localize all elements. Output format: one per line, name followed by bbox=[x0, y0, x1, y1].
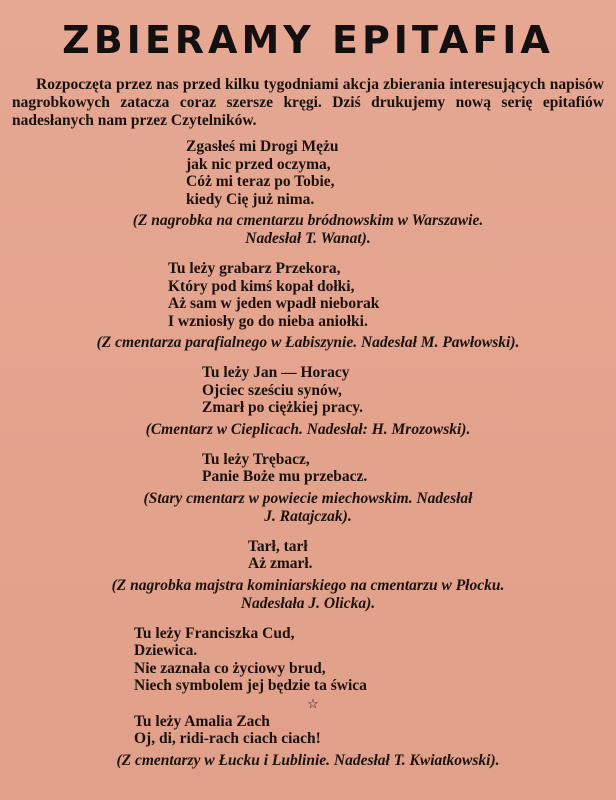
epitaph-line: Aż sam w jeden wpadł nieborak bbox=[168, 295, 380, 312]
epitaph-line: Tarł, tarł bbox=[248, 537, 308, 555]
article-title: ZBIERAMY EPITAFIA bbox=[62, 18, 554, 62]
epitaph-line: I wzniosły go do nieba aniołki. bbox=[168, 312, 368, 330]
epitaph-line: Tu leży Trębacz, bbox=[202, 450, 310, 468]
epitaph-line: Tu leży Franciszka Cud, bbox=[134, 624, 295, 642]
epitaph-line: Cóż mi teraz po Tobie, bbox=[186, 173, 335, 190]
epitaph-line: Nie zaznała co życiowy brud, bbox=[134, 659, 326, 677]
epitaph-source: (Z nagrobka na cmentarzu bródnowskim w Warszawie. bbox=[132, 212, 484, 229]
epitaph-source: Nadesłała J. Olicka). bbox=[240, 594, 376, 612]
epitaph-line: jak nic przed oczyma, bbox=[186, 155, 331, 173]
epitaph-line: kiedy Cię już nima. bbox=[186, 190, 315, 208]
epitaph-line: Tu leży Amalia Zach bbox=[134, 712, 270, 730]
epitaph-source: (Z cmentarzy w Łucku i Lublinie. Nadesłał T. Kwiatkowski). bbox=[116, 751, 500, 769]
epitaph-source: (Z nagrobka majstra kominiarskiego na cmentarzu w Płocku. bbox=[111, 576, 505, 594]
epitaph-entry bbox=[10, 138, 606, 248]
epitaph-source: (Z cmentarza parafialnego w Łabiszynie. Nadesłał M. Pawłowski). bbox=[96, 334, 520, 351]
epitaph-line: Tu leży Jan — Horacy bbox=[202, 364, 350, 381]
epitaph-entry bbox=[10, 625, 606, 770]
epitaph-entry bbox=[10, 364, 606, 439]
epitaph-source: J. Ratajczak). bbox=[264, 507, 352, 525]
epitaph-source: Nadesłał T. Wanat). bbox=[245, 230, 371, 247]
epitaph-line: Oj, di, ridi-rach ciach ciach! bbox=[134, 730, 321, 747]
epitaph-entry bbox=[10, 260, 606, 352]
epitaph-line: Który pod kimś kopał dołki, bbox=[168, 277, 355, 295]
epitaph-line: Ojciec sześciu synów, bbox=[202, 381, 342, 399]
epitaph-entry bbox=[10, 538, 606, 613]
epitaph-entry bbox=[10, 451, 606, 526]
epitaph-line: Aż zmarł. bbox=[248, 555, 313, 572]
epitaph-line: Dziewica. bbox=[134, 642, 198, 659]
epitaph-source: (Cmentarz w Cieplicach. Nadesłał: H. Mrozowski). bbox=[145, 420, 471, 438]
epitaph-line: Panie Boże mu przebacz. bbox=[202, 468, 368, 485]
epitaph-line: Niech symbolem jej będzie ta świca bbox=[134, 677, 367, 694]
epitaph-source: (Stary cmentarz w powiecie miechowskim. Nadesłał bbox=[143, 489, 473, 507]
epitaph-line: Tu leży grabarz Przekora, bbox=[168, 260, 341, 277]
epitaph-line: Zgasłeś mi Drogi Mężu bbox=[186, 138, 339, 155]
epitaph-line: Zmarł po ciężkiej pracy. bbox=[202, 399, 363, 416]
article-intro: Rozpoczęta przez nas przed kilku tygodniami akcja zbierania interesujących napisów nagrobkowych zatacza coraz szersze kręgi. Dziś drukujemy nową serię epitafiów nadesłanych nam przez Czytelników. bbox=[12, 76, 604, 129]
star-separator-icon: ☆ bbox=[307, 695, 319, 711]
